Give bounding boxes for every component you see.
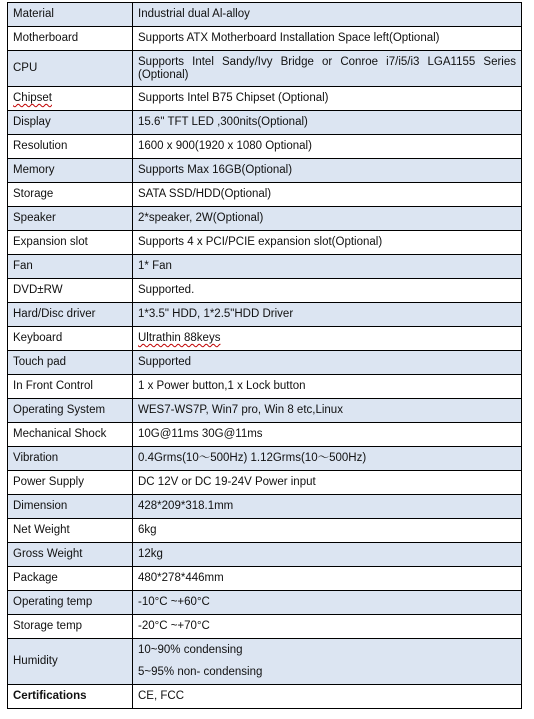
table-row xyxy=(8,519,522,543)
humidity-line-1: 10~90% condensing xyxy=(138,644,243,656)
spec-value: Supports 4 x PCI/PCIE expansion slot(Optional) xyxy=(133,231,522,255)
spec-label: Motherboard xyxy=(8,27,133,51)
spec-label: CPU xyxy=(8,51,133,87)
spec-label: Keyboard xyxy=(8,327,133,351)
spec-value: 480*278*446mm xyxy=(133,567,522,591)
spec-value: Supports ATX Motherboard Installation Space left(Optional) xyxy=(133,27,522,51)
spec-label: Certifications xyxy=(8,685,133,709)
table-row xyxy=(8,87,522,111)
spec-label: Storage temp xyxy=(8,615,133,639)
spec-value: 12kg xyxy=(133,543,522,567)
spec-label: Dimension xyxy=(8,495,133,519)
spec-value: -10°C ~+60°C xyxy=(133,591,522,615)
spec-value: 428*209*318.1mm xyxy=(133,495,522,519)
table-row xyxy=(8,399,522,423)
spec-value: SATA SSD/HDD(Optional) xyxy=(133,183,522,207)
spec-label: Fan xyxy=(8,255,133,279)
spec-value: 6kg xyxy=(133,519,522,543)
spec-table xyxy=(7,2,522,709)
table-row xyxy=(8,495,522,519)
spec-label: Operating System xyxy=(8,399,133,423)
table-row xyxy=(8,567,522,591)
table-row xyxy=(8,159,522,183)
spec-label: Package xyxy=(8,567,133,591)
spec-label: In Front Control xyxy=(8,375,133,399)
spec-value: Ultrathin 88keys xyxy=(138,332,221,344)
spec-label: Gross Weight xyxy=(8,543,133,567)
humidity-line-2: 5~95% non- condensing xyxy=(138,666,263,678)
table-row xyxy=(8,279,522,303)
table-row xyxy=(8,27,522,51)
spec-value: Supports Intel Sandy/Ivy Bridge or Conroe i7/i5/i3 LGA1155 Series (Optional) xyxy=(133,51,522,87)
spec-value: Industrial dual Al-alloy xyxy=(133,3,522,27)
table-row xyxy=(8,255,522,279)
spec-value: -20°C ~+70°C xyxy=(133,615,522,639)
table-row xyxy=(8,685,522,709)
spec-value: 10G@11ms 30G@11ms xyxy=(133,423,522,447)
spec-label: Touch pad xyxy=(8,351,133,375)
spec-value: Supports Intel B75 Chipset (Optional) xyxy=(133,87,522,111)
spec-value: CE, FCC xyxy=(133,685,522,709)
spec-label: Expansion slot xyxy=(8,231,133,255)
spec-label: Storage xyxy=(8,183,133,207)
spec-label: Material xyxy=(8,3,133,27)
table-row xyxy=(8,375,522,399)
table-row xyxy=(8,3,522,27)
table-row xyxy=(8,543,522,567)
table-row xyxy=(8,615,522,639)
spec-value: 1* Fan xyxy=(133,255,522,279)
table-row xyxy=(8,327,522,351)
table-row xyxy=(8,111,522,135)
spec-value: Supported xyxy=(133,351,522,375)
spec-label: Vibration xyxy=(8,447,133,471)
table-row xyxy=(8,135,522,159)
table-row xyxy=(8,639,522,685)
spec-label: DVD±RW xyxy=(8,279,133,303)
spec-value: Supported. xyxy=(133,279,522,303)
table-row xyxy=(8,207,522,231)
table-row xyxy=(8,351,522,375)
table-row xyxy=(8,51,522,87)
spec-label: Memory xyxy=(8,159,133,183)
table-row xyxy=(8,591,522,615)
table-row xyxy=(8,183,522,207)
spec-value: Supports Max 16GB(Optional) xyxy=(133,159,522,183)
table-row xyxy=(8,471,522,495)
spec-label: Power Supply xyxy=(8,471,133,495)
spec-value: 0.4Grms(10～500Hz) 1.12Grms(10～500Hz) xyxy=(133,447,522,471)
spec-label: Speaker xyxy=(8,207,133,231)
spec-label: Net Weight xyxy=(8,519,133,543)
spec-value: 1 x Power button,1 x Lock button xyxy=(133,375,522,399)
spec-value: 1*3.5" HDD, 1*2.5"HDD Driver xyxy=(133,303,522,327)
spec-value: 1600 x 900(1920 x 1080 Optional) xyxy=(133,135,522,159)
spec-label: Operating temp xyxy=(8,591,133,615)
spec-value: 15.6" TFT LED ,300nits(Optional) xyxy=(133,111,522,135)
table-row xyxy=(8,447,522,471)
spec-label: Chipset xyxy=(13,92,52,104)
table-row xyxy=(8,303,522,327)
spec-label: Display xyxy=(8,111,133,135)
spec-label: Resolution xyxy=(8,135,133,159)
spec-value: 2*speaker, 2W(Optional) xyxy=(133,207,522,231)
spec-label: Mechanical Shock xyxy=(8,423,133,447)
spec-label: Hard/Disc driver xyxy=(8,303,133,327)
spec-value: DC 12V or DC 19-24V Power input xyxy=(133,471,522,495)
table-row xyxy=(8,231,522,255)
spec-label: Humidity xyxy=(8,639,133,685)
spec-value: WES7-WS7P, Win7 pro, Win 8 etc,Linux xyxy=(133,399,522,423)
table-row xyxy=(8,423,522,447)
